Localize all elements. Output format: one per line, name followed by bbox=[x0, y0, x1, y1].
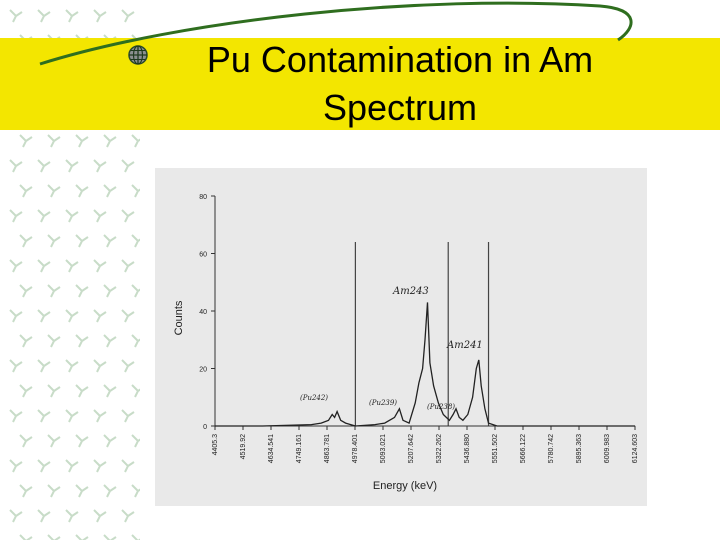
x-tick-label: 6124.603 bbox=[632, 434, 639, 464]
slide-title bbox=[150, 36, 650, 132]
y-tick-label: 20 bbox=[199, 366, 207, 374]
x-tick-label: 5436.880 bbox=[463, 434, 471, 464]
slide-title-line1: Pu Contamination in Am bbox=[206, 39, 594, 80]
annotation-pu238: (Pu238) bbox=[427, 403, 456, 411]
series-line bbox=[215, 302, 635, 426]
x-tick-label: 6009.983 bbox=[604, 434, 612, 464]
x-tick-label: 5322.262 bbox=[436, 434, 444, 464]
x-tick-label: 4749.161 bbox=[296, 434, 304, 464]
spectrum-chart-image bbox=[155, 168, 647, 506]
x-tick-label: 5551.502 bbox=[492, 434, 499, 464]
x-tick-label: 5207.642 bbox=[408, 434, 416, 464]
x-tick-label: 4519.92 bbox=[239, 434, 247, 460]
slide-title-line2: Spectrum bbox=[322, 87, 478, 128]
spectrum-chart bbox=[155, 168, 647, 506]
x-axis-label: Energy (keV) bbox=[372, 480, 438, 492]
x-tick-label: 4863.781 bbox=[324, 434, 332, 464]
y-tick-label: 60 bbox=[199, 251, 207, 259]
y-tick-label: 0 bbox=[203, 424, 207, 431]
x-tick-label: 5093.021 bbox=[379, 434, 387, 464]
x-tick-label: 4634.541 bbox=[268, 434, 276, 464]
y-tick-label: 80 bbox=[199, 194, 207, 201]
annotation-am241: Am241 bbox=[447, 340, 483, 351]
annotation-pu242: (Pu242) bbox=[300, 394, 329, 402]
annotation-pu239: (Pu239) bbox=[369, 399, 398, 407]
annotation-am243: Am243 bbox=[393, 286, 429, 297]
globe-bullet-icon bbox=[127, 44, 149, 66]
x-tick-label: 4405.3 bbox=[212, 434, 219, 456]
x-tick-label: 4978.401 bbox=[352, 434, 359, 464]
y-tick-label: 40 bbox=[199, 309, 207, 316]
x-tick-label: 5780.742 bbox=[547, 434, 555, 464]
x-tick-label: 5895.363 bbox=[576, 434, 584, 464]
x-tick-label: 5666.122 bbox=[519, 434, 527, 464]
y-axis-label: Counts bbox=[173, 300, 185, 336]
